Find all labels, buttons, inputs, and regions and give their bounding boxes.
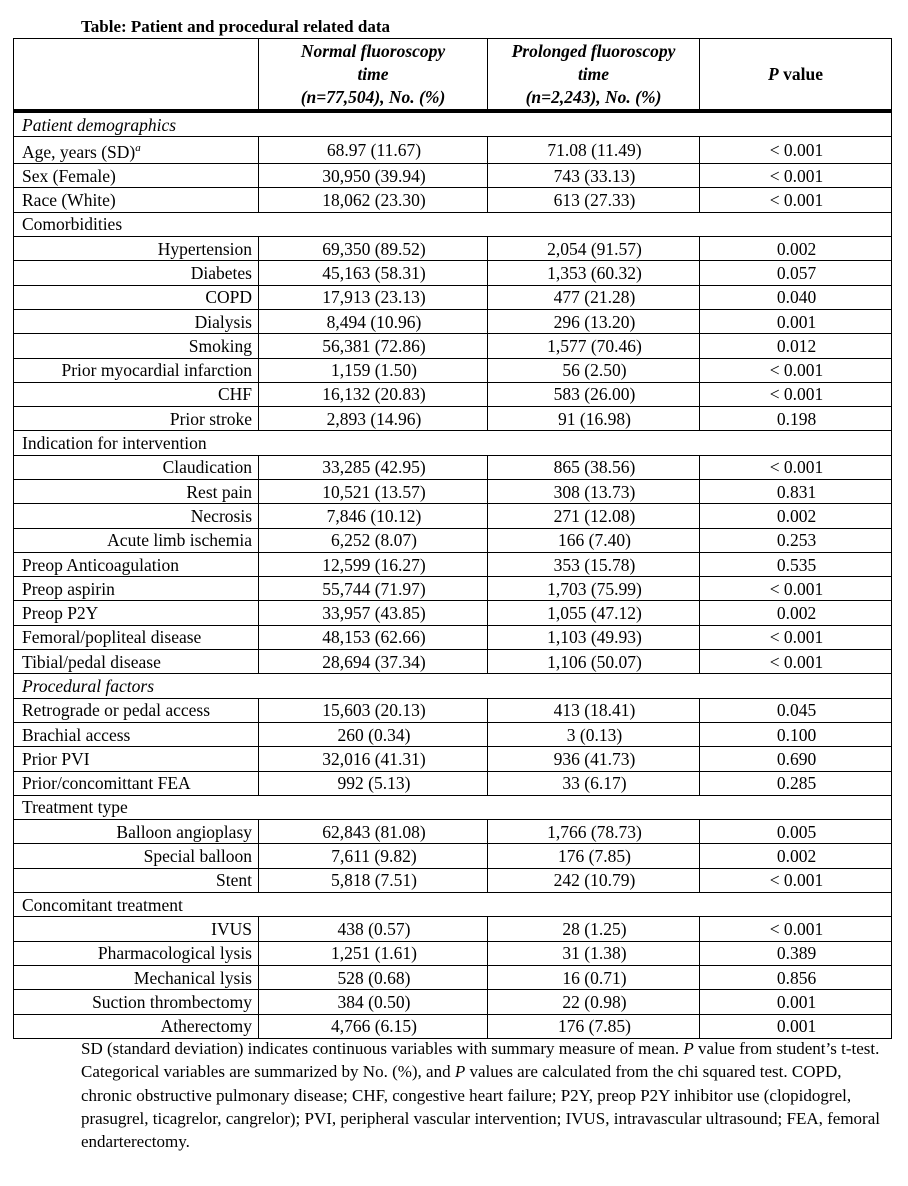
row-label [14, 601, 259, 625]
table-row [14, 407, 892, 431]
prolonged-value: 31 (1.38) [488, 941, 700, 965]
header-p-italic: P [768, 63, 779, 84]
row-label-text: Smoking [188, 335, 252, 356]
prolonged-value: 865 (38.56) [488, 455, 700, 479]
section-label: Treatment type [14, 795, 892, 819]
row-label [14, 528, 259, 552]
row-label [14, 1014, 259, 1038]
p-value: 0.002 [700, 601, 892, 625]
row-label-text: CHF [217, 384, 252, 405]
normal-value: 69,350 (89.52) [259, 237, 488, 261]
header-normal-line2: time [357, 63, 389, 84]
header-normal-line3: (n=77,504), No. (%) [300, 86, 446, 107]
table-row [14, 965, 892, 989]
prolonged-value: 2,054 (91.57) [488, 237, 700, 261]
row-label [14, 188, 259, 212]
row-label [14, 358, 259, 382]
table-row [14, 528, 892, 552]
row-label [14, 504, 259, 528]
row-label [14, 625, 259, 649]
row-label-text: Necrosis [190, 505, 252, 526]
row-label-text: Prior stroke [169, 408, 252, 429]
p-value: 0.198 [700, 407, 892, 431]
p-value: < 0.001 [700, 358, 892, 382]
p-value: 0.005 [700, 820, 892, 844]
row-label-text: Stent [216, 870, 252, 891]
row-label [14, 868, 259, 892]
table-row [14, 941, 892, 965]
section-label: Indication for intervention [14, 431, 892, 455]
normal-value: 4,766 (6.15) [259, 1014, 488, 1038]
row-label [14, 917, 259, 941]
p-value: < 0.001 [700, 868, 892, 892]
table-row [14, 504, 892, 528]
prolonged-value: 176 (7.85) [488, 1014, 700, 1038]
row-label [14, 577, 259, 601]
normal-value: 18,062 (23.30) [259, 188, 488, 212]
row-label [14, 747, 259, 771]
p-value: 0.389 [700, 941, 892, 965]
table-row [14, 747, 892, 771]
row-label [14, 309, 259, 333]
prolonged-value: 1,106 (50.07) [488, 650, 700, 674]
prolonged-value: 936 (41.73) [488, 747, 700, 771]
prolonged-value: 296 (13.20) [488, 309, 700, 333]
prolonged-value: 1,766 (78.73) [488, 820, 700, 844]
normal-value: 32,016 (41.31) [259, 747, 488, 771]
p-value: < 0.001 [700, 650, 892, 674]
table-row [14, 164, 892, 188]
normal-value: 1,251 (1.61) [259, 941, 488, 965]
prolonged-value: 1,353 (60.32) [488, 261, 700, 285]
prolonged-value: 176 (7.85) [488, 844, 700, 868]
header-prolonged-line2: time [577, 63, 610, 84]
table-row [14, 917, 892, 941]
prolonged-value: 33 (6.17) [488, 771, 700, 795]
p-value: 0.045 [700, 698, 892, 722]
table-row [14, 261, 892, 285]
normal-value: 28,694 (37.34) [259, 650, 488, 674]
prolonged-value: 271 (12.08) [488, 504, 700, 528]
normal-value: 16,132 (20.83) [259, 382, 488, 406]
prolonged-value: 1,703 (75.99) [488, 577, 700, 601]
row-label [14, 237, 259, 261]
row-label-text: Acute limb ischemia [107, 530, 252, 551]
footnote-segment: P [683, 1039, 694, 1058]
row-label [14, 285, 259, 309]
row-label [14, 261, 259, 285]
section-row [14, 111, 892, 137]
table-row [14, 334, 892, 358]
table-row [14, 137, 892, 164]
row-label [14, 698, 259, 722]
row-label-text: Diabetes [190, 262, 252, 283]
table-row [14, 625, 892, 649]
table-row [14, 552, 892, 576]
table-row [14, 868, 892, 892]
p-value: 0.040 [700, 285, 892, 309]
prolonged-value: 242 (10.79) [488, 868, 700, 892]
table-row [14, 285, 892, 309]
row-label-text: Claudication [162, 457, 252, 478]
row-label-text: Retrograde or pedal access [22, 700, 211, 721]
p-value: 0.253 [700, 528, 892, 552]
section-label: Procedural factors [14, 674, 892, 698]
row-label [14, 455, 259, 479]
table-row [14, 820, 892, 844]
table-row [14, 382, 892, 406]
normal-value: 17,913 (23.13) [259, 285, 488, 309]
row-label [14, 407, 259, 431]
section-row [14, 212, 892, 236]
prolonged-value: 353 (15.78) [488, 552, 700, 576]
section-row [14, 893, 892, 917]
row-label [14, 820, 259, 844]
normal-value: 2,893 (14.96) [259, 407, 488, 431]
p-value: < 0.001 [700, 164, 892, 188]
footnote-segment: value from student’s t-test. Categorical variables are summarized by No. (%), and [81, 1039, 880, 1082]
p-value: 0.831 [700, 479, 892, 503]
normal-value: 68.97 (11.67) [259, 137, 488, 164]
normal-value: 438 (0.57) [259, 917, 488, 941]
p-value: 0.057 [700, 261, 892, 285]
p-value: < 0.001 [700, 455, 892, 479]
prolonged-value: 22 (0.98) [488, 990, 700, 1014]
header-prolonged [488, 39, 700, 112]
table-row [14, 237, 892, 261]
row-label-text: Age, years (SD) [22, 142, 136, 163]
table-row [14, 309, 892, 333]
row-label-text: Dialysis [194, 311, 252, 332]
normal-value: 384 (0.50) [259, 990, 488, 1014]
p-value: < 0.001 [700, 188, 892, 212]
row-label [14, 334, 259, 358]
normal-value: 30,950 (39.94) [259, 164, 488, 188]
row-label-text: Tibial/pedal disease [22, 651, 161, 672]
row-label-text: Sex (Female) [22, 165, 116, 186]
table-row [14, 479, 892, 503]
p-value: 0.002 [700, 504, 892, 528]
p-value: 0.001 [700, 1014, 892, 1038]
prolonged-value: 1,055 (47.12) [488, 601, 700, 625]
row-label-text: Atherectomy [160, 1016, 252, 1037]
normal-value: 10,521 (13.57) [259, 479, 488, 503]
p-value: 0.002 [700, 237, 892, 261]
footnote-segment: SD (standard deviation) indicates continuous variables with summary measure of mean. [81, 1039, 684, 1058]
normal-value: 7,846 (10.12) [259, 504, 488, 528]
normal-value: 48,153 (62.66) [259, 625, 488, 649]
row-label-text: Femoral/popliteal disease [22, 627, 202, 648]
row-label-text: Hypertension [157, 238, 252, 259]
header-p-value [700, 39, 892, 112]
table-row [14, 601, 892, 625]
row-label [14, 771, 259, 795]
row-label-text: Pharmacological lysis [97, 943, 252, 964]
normal-value: 33,957 (43.85) [259, 601, 488, 625]
row-label-text: Preop aspirin [22, 578, 115, 599]
p-value: 0.856 [700, 965, 892, 989]
row-label-text: Preop Anticoagulation [22, 554, 179, 575]
table-row [14, 188, 892, 212]
normal-value: 7,611 (9.82) [259, 844, 488, 868]
row-label [14, 965, 259, 989]
row-label [14, 941, 259, 965]
row-label [14, 844, 259, 868]
row-label-text: Race (White) [22, 190, 116, 211]
table-row [14, 844, 892, 868]
header-prolonged-line3: (n=2,243), No. (%) [525, 86, 662, 107]
row-label-text: Special balloon [143, 846, 252, 867]
table-row [14, 455, 892, 479]
prolonged-value: 71.08 (11.49) [488, 137, 700, 164]
normal-value: 45,163 (58.31) [259, 261, 488, 285]
table-row [14, 771, 892, 795]
p-value: < 0.001 [700, 625, 892, 649]
prolonged-value: 56 (2.50) [488, 358, 700, 382]
row-label [14, 552, 259, 576]
normal-value: 12,599 (16.27) [259, 552, 488, 576]
prolonged-value: 91 (16.98) [488, 407, 700, 431]
section-row [14, 674, 892, 698]
normal-value: 1,159 (1.50) [259, 358, 488, 382]
normal-value: 260 (0.34) [259, 722, 488, 746]
prolonged-value: 743 (33.13) [488, 164, 700, 188]
prolonged-value: 1,103 (49.93) [488, 625, 700, 649]
p-value: < 0.001 [700, 382, 892, 406]
table-body [14, 111, 892, 1038]
p-value: < 0.001 [700, 137, 892, 164]
prolonged-value: 477 (21.28) [488, 285, 700, 309]
p-value: < 0.001 [700, 917, 892, 941]
p-value: 0.535 [700, 552, 892, 576]
row-label [14, 479, 259, 503]
table-row [14, 722, 892, 746]
normal-value: 15,603 (20.13) [259, 698, 488, 722]
prolonged-value: 613 (27.33) [488, 188, 700, 212]
row-label [14, 164, 259, 188]
header-p-rest: value [778, 63, 823, 84]
p-value: 0.285 [700, 771, 892, 795]
normal-value: 5,818 (7.51) [259, 868, 488, 892]
row-label [14, 990, 259, 1014]
table-row [14, 650, 892, 674]
header-normal [259, 39, 488, 112]
p-value: 0.100 [700, 722, 892, 746]
normal-value: 62,843 (81.08) [259, 820, 488, 844]
prolonged-value: 28 (1.25) [488, 917, 700, 941]
p-value: < 0.001 [700, 577, 892, 601]
row-label [14, 722, 259, 746]
header-prolonged-line1: Prolonged fluoroscopy [511, 40, 676, 61]
normal-value: 33,285 (42.95) [259, 455, 488, 479]
footnote-segment: P [454, 1062, 466, 1082]
row-label-text: Prior myocardial infarction [61, 360, 252, 381]
row-label [14, 137, 259, 164]
prolonged-value: 583 (26.00) [488, 382, 700, 406]
footnote-marker: a [135, 142, 141, 155]
normal-value: 55,744 (71.97) [259, 577, 488, 601]
row-label-text: Rest pain [186, 481, 252, 502]
normal-value: 8,494 (10.96) [259, 309, 488, 333]
prolonged-value: 413 (18.41) [488, 698, 700, 722]
p-value: 0.001 [700, 990, 892, 1014]
section-label: Comorbidities [14, 212, 892, 236]
footnote-segment: values are calculated from the chi squared test. COPD, chronic obstructive pulmonary disease; CHF, congestive heart failure; P2Y, preop P2Y inhibitor use (clopidogrel, prasugrel, ticagrelor, cangrelor); PVI, peripheral vascular intervention; IVUS, intravascular ultrasound; FEA, femoral endarterectomy. [81, 1062, 880, 1152]
normal-value: 56,381 (72.86) [259, 334, 488, 358]
section-row [14, 795, 892, 819]
row-label-text: Suction thrombectomy [92, 991, 252, 1012]
prolonged-value: 1,577 (70.46) [488, 334, 700, 358]
p-value: 0.001 [700, 309, 892, 333]
prolonged-value: 16 (0.71) [488, 965, 700, 989]
row-label-text: Brachial access [22, 724, 131, 745]
row-label-text: Mechanical lysis [133, 967, 252, 988]
section-row [14, 431, 892, 455]
p-value: 0.012 [700, 334, 892, 358]
p-value: 0.002 [700, 844, 892, 868]
row-label-text: COPD [205, 287, 252, 308]
table-row [14, 990, 892, 1014]
table-header [14, 39, 892, 112]
normal-value: 528 (0.68) [259, 965, 488, 989]
row-label-text: Prior PVI [22, 748, 90, 769]
table-row [14, 358, 892, 382]
row-label-text: Preop P2Y [22, 603, 99, 624]
table-title: Table: Patient and procedural related data [81, 17, 390, 36]
table-row [14, 577, 892, 601]
header-empty [14, 39, 259, 112]
normal-value: 6,252 (8.07) [259, 528, 488, 552]
p-value: 0.690 [700, 747, 892, 771]
prolonged-value: 166 (7.40) [488, 528, 700, 552]
row-label-text: IVUS [211, 918, 252, 939]
row-label [14, 382, 259, 406]
prolonged-value: 3 (0.13) [488, 722, 700, 746]
section-label: Patient demographics [14, 111, 892, 137]
row-label [14, 650, 259, 674]
row-label-text: Prior/concomittant FEA [22, 773, 191, 794]
table-row [14, 698, 892, 722]
normal-value: 992 (5.13) [259, 771, 488, 795]
row-label-text: Balloon angioplasy [116, 821, 252, 842]
header-normal-line1: Normal fluoroscopy [300, 40, 446, 61]
prolonged-value: 308 (13.73) [488, 479, 700, 503]
data-table [13, 38, 892, 1039]
footnote [81, 1037, 881, 1153]
table-row [14, 1014, 892, 1038]
section-label: Concomitant treatment [14, 893, 892, 917]
